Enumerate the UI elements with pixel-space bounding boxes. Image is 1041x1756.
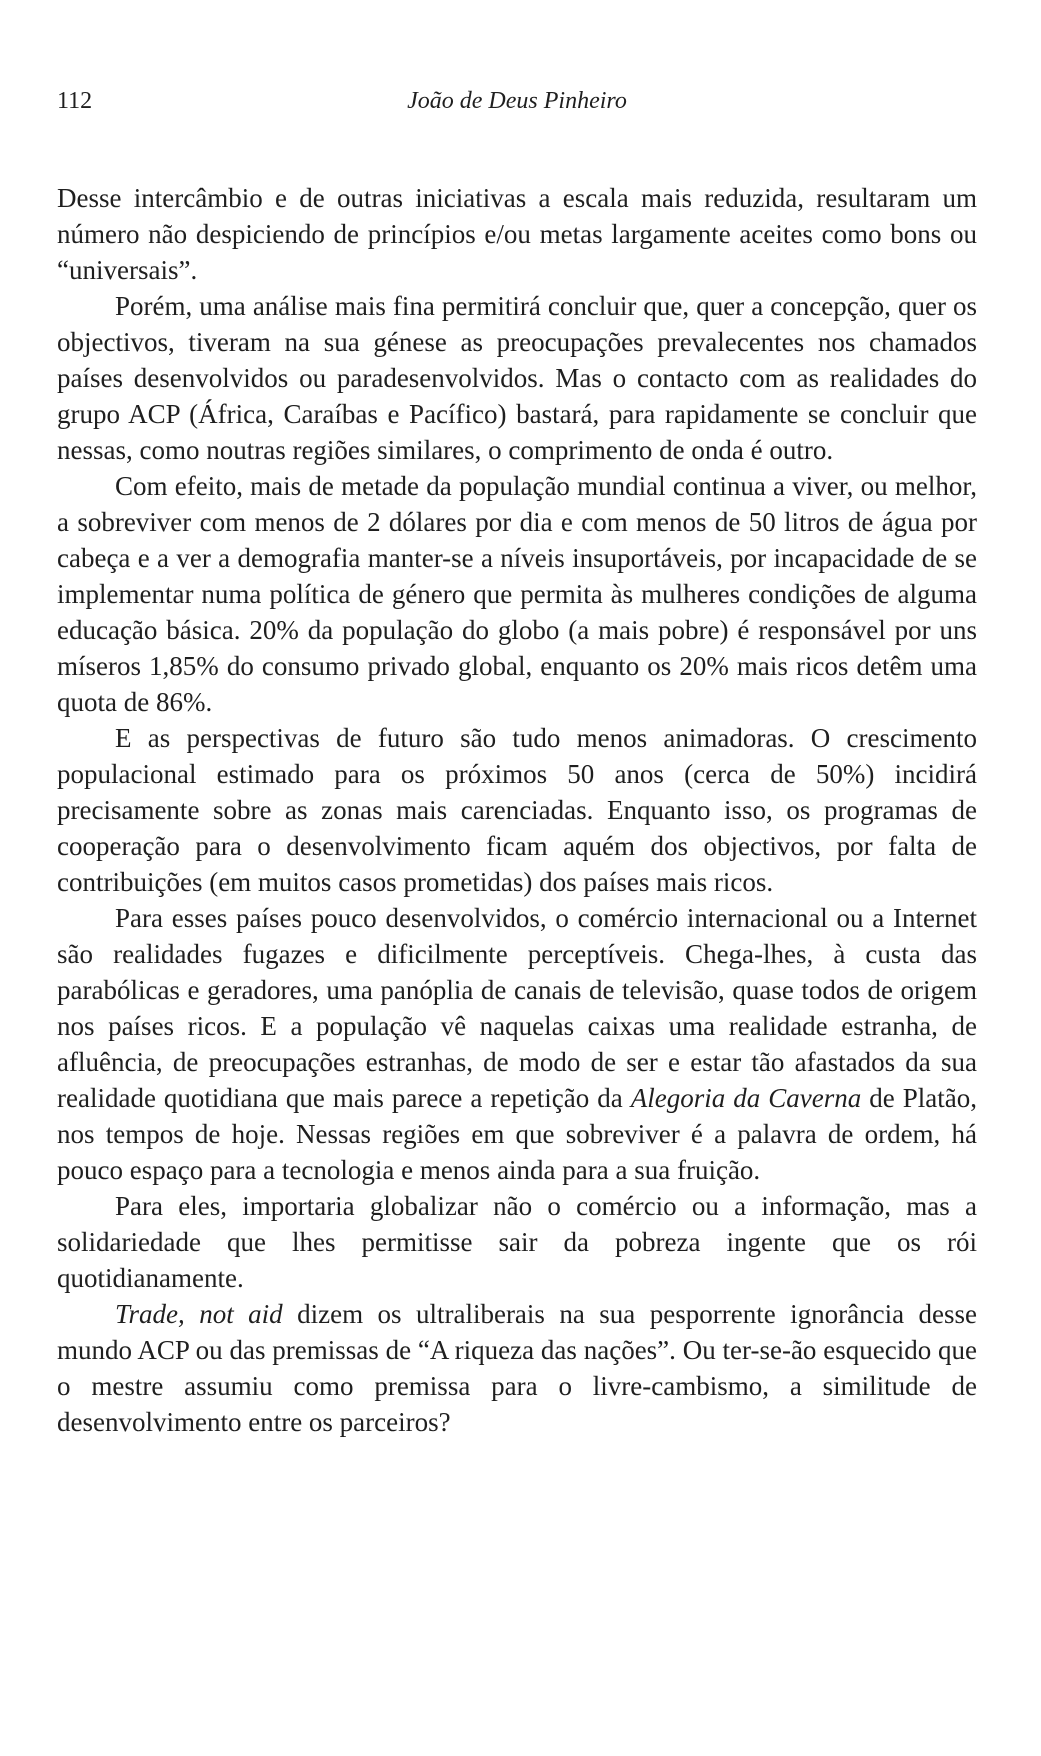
body-text xyxy=(57,180,977,1440)
running-head-author: João de Deus Pinheiro xyxy=(407,88,627,114)
paragraph: Com efeito, mais de metade da população mundial continua a viver, ou melhor, a sobreviver com menos de 2 dólares por dia e com menos de 50 litros de água por cabeça e a ver a demografia manter-se a níveis insuportáveis, por incapacidade de se implementar numa política de género que permita às mulheres condições de alguma educação básica. 20% da população do globo (a mais pobre) é responsável por uns míseros 1,85% do consumo privado global, enquanto os 20% mais ricos detêm uma quota de 86%. xyxy=(57,471,977,717)
paragraph xyxy=(57,900,977,1188)
running-head xyxy=(57,86,977,116)
paragraph-text: Para esses países pouco desenvolvidos, o comércio internacional ou a Internet são realidades fugazes e dificilmente perceptíveis. Chega-lhes, à custa das parabólicas e geradores, uma panóplia de canais de televisão, quase todos de origem nos países ricos. E a população vê naquelas caixas uma realidade estranha, de afluência, de preocupações estranhas, de modo de ser e estar tão afastados da sua realidade quotidiana que mais parece a repetição da xyxy=(57,903,977,1113)
italic-title: Alegoria da Caverna xyxy=(630,1083,862,1113)
paragraph: Desse intercâmbio e de outras iniciativas a escala mais reduzida, resultaram um número não despiciendo de princípios e/ou metas largamente aceites como bons ou “universais”. xyxy=(57,183,977,285)
italic-phrase: Trade, not aid xyxy=(115,1299,283,1329)
paragraph: Para eles, importaria globalizar não o comércio ou a informação, mas a solidariedade que lhes permitisse sair da pobreza ingente que os rói quotidianamente. xyxy=(57,1191,977,1293)
paragraph: E as perspectivas de futuro são tudo menos animadoras. O crescimento populacional estimado para os próximos 50 anos (cerca de 50%) incidirá precisamente sobre as zonas mais carenciadas. Enquanto isso, os programas de cooperação para o desenvolvimento ficam aquém dos objectivos, por falta de contribuições (em muitos casos prometidas) dos países mais ricos. xyxy=(57,723,977,897)
paragraph xyxy=(57,1296,977,1440)
page-number: 112 xyxy=(57,88,93,114)
paragraph-text: de Platão, nos tempos de hoje. Nessas regiões em que sobreviver é a palavra de ordem, há pouco espaço para a tecnologia e menos ainda para a sua fruição. xyxy=(57,1083,977,1185)
paragraph-text: dizem os ultraliberais na sua pesporrente ignorância desse mundo ACP ou das premissas de “A riqueza das nações”. Ou ter-se-ão esquecido que o mestre assumiu como premissa para o livre-cambismo, a similitude de desenvolvimento entre os parceiros? xyxy=(57,1299,977,1437)
paragraph: Porém, uma análise mais fina permitirá concluir que, quer a concepção, quer os objectivos, tiveram na sua génese as preocupações prevalecentes nos chamados países desenvolvidos ou paradesenvolvidos. Mas o contacto com as realidades do grupo ACP (África, Caraíbas e Pacífico) bastará, para rapidamente se concluir que nessas, como noutras regiões similares, o comprimento de onda é outro. xyxy=(57,291,977,465)
